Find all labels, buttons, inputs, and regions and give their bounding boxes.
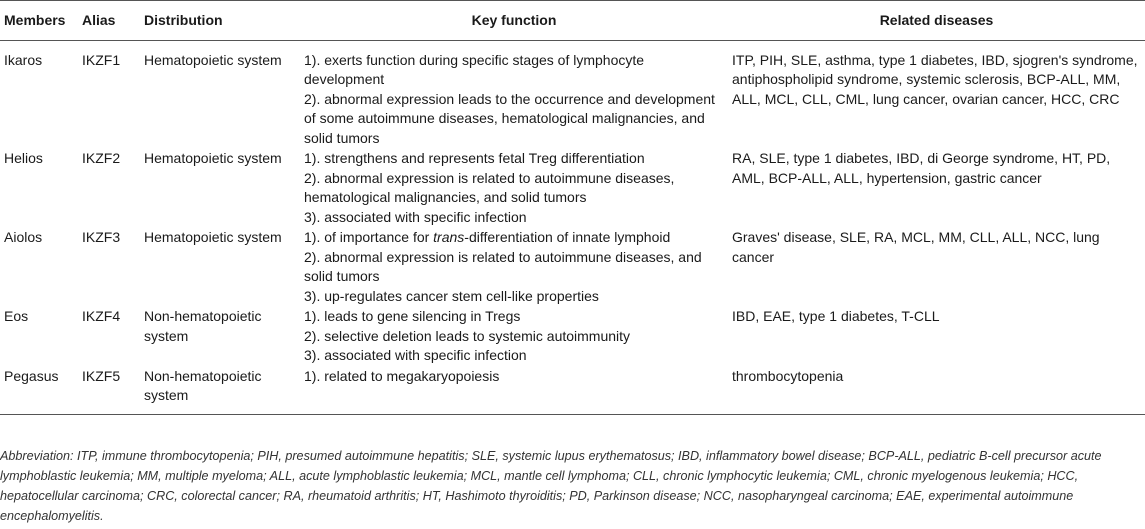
cell-distribution: Hematopoietic system: [144, 150, 282, 166]
cell-key-function: [300, 227, 728, 306]
cell-alias: IKZF1: [82, 51, 121, 68]
header-members: Members: [0, 1, 78, 41]
header-distribution: Distribution: [140, 1, 300, 41]
function-item: 1). exerts function during specific stages of lymphocyte development: [304, 51, 645, 87]
function-item: 1). strengthens and represents fetal Treg differentiation: [304, 150, 645, 166]
cell-member: Helios: [4, 150, 43, 166]
function-item: 2). abnormal expression is related to autoimmune diseases, and solid tumors: [304, 248, 702, 284]
function-text: -differentiation of innate lymphoid: [464, 229, 671, 245]
function-item: [304, 228, 724, 248]
cell-distribution: Non-hematopoietic system: [140, 366, 300, 415]
table-row-helios: [0, 148, 1145, 227]
table-row-aiolos: [0, 227, 1145, 306]
cell-key-function: [300, 306, 728, 366]
cell-related-diseases: Graves' disease, SLE, RA, MCL, MM, CLL, ALL, NCC, lung cancer: [732, 229, 1100, 265]
cell-key-function: [300, 366, 728, 415]
cell-key-function: [300, 148, 728, 227]
function-item: 2). selective deletion leads to systemic autoimmunity: [304, 327, 631, 344]
table-header-row: [0, 1, 1145, 41]
function-italic-text: trans: [433, 229, 465, 245]
table-row-ikaros: [0, 40, 1145, 148]
cell-member: Eos: [4, 308, 29, 324]
cell-alias: IKZF5: [78, 366, 140, 415]
cell-distribution: Hematopoietic system: [144, 51, 282, 68]
function-item: 2). abnormal expression is related to autoimmune diseases, hematological malignancies, and solid tumors: [304, 169, 675, 205]
abbreviation-footnote: Abbreviation: ITP, immune thrombocytopenia; PIH, presumed autoimmune hepatitis; SLE, systemic lupus erythematosus; IBD, inflammatory bowel disease; BCP-ALL, pediatric B-cell precursor acute lymphoblastic leukemia; MM, multiple myeloma; ALL, acute lymphoblastic leukemia; MCL, mantle cell lymphoma; CLL, chronic lymphocytic leukemia; CML, chronic myelogenous leukemia; HCC, hepatocellular carcinoma; CRC, colorectal cancer; RA, rheumatoid arthritis; HT, Hashimoto thyroiditis; PD, Parkinson disease; NCC, nasopharyngeal carcinoma; EAE, experimental autoimmune encephalomyelitis.: [0, 449, 1102, 523]
function-item: 3). up-regulates cancer stem cell-like properties: [304, 287, 599, 304]
function-item: 2). abnormal expression leads to the occurrence and development of some autoimmune diseases, hematological malignancies, and solid tumors: [304, 90, 715, 146]
cell-alias: IKZF4: [82, 308, 121, 324]
cell-key-function: [300, 40, 728, 148]
cell-related-diseases: RA, SLE, type 1 diabetes, IBD, di George syndrome, HT, PD, AML, BCP-ALL, ALL, hypertension, gastric cancer: [732, 150, 1111, 186]
table-row-eos: [0, 306, 1145, 366]
header-key-function: Key function: [300, 1, 728, 41]
function-item: 3). associated with specific infection: [304, 347, 527, 363]
cell-related-diseases: thrombocytopenia: [728, 366, 1145, 415]
cell-related-diseases: IBD, EAE, type 1 diabetes, T-CLL: [732, 308, 940, 324]
cell-related-diseases: ITP, PIH, SLE, asthma, type 1 diabetes, IBD, sjogren's syndrome, antiphospholipid syndrome, systemic sclerosis, BCP-ALL, MM, ALL, MCL, CLL, CML, lung cancer, ovarian cancer, HCC, CRC: [732, 51, 1138, 107]
cell-member: Ikaros: [4, 51, 43, 68]
cell-alias: IKZF2: [82, 150, 121, 166]
header-alias: Alias: [78, 1, 140, 41]
cell-alias: IKZF3: [82, 229, 121, 245]
cell-distribution: Non-hematopoietic system: [144, 308, 262, 344]
table-row-pegasus: [0, 366, 1145, 415]
header-related-diseases: Related diseases: [728, 1, 1145, 41]
cell-member: Aiolos: [4, 229, 43, 245]
cell-member: Pegasus: [0, 366, 78, 415]
function-item: 3). associated with specific infection: [304, 208, 527, 225]
function-item: 1). leads to gene silencing in Tregs: [304, 308, 521, 324]
function-text: 1). of importance for: [304, 229, 434, 245]
cell-distribution: Hematopoietic system: [144, 229, 282, 245]
function-item: 1). related to megakaryopoiesis: [304, 367, 500, 384]
